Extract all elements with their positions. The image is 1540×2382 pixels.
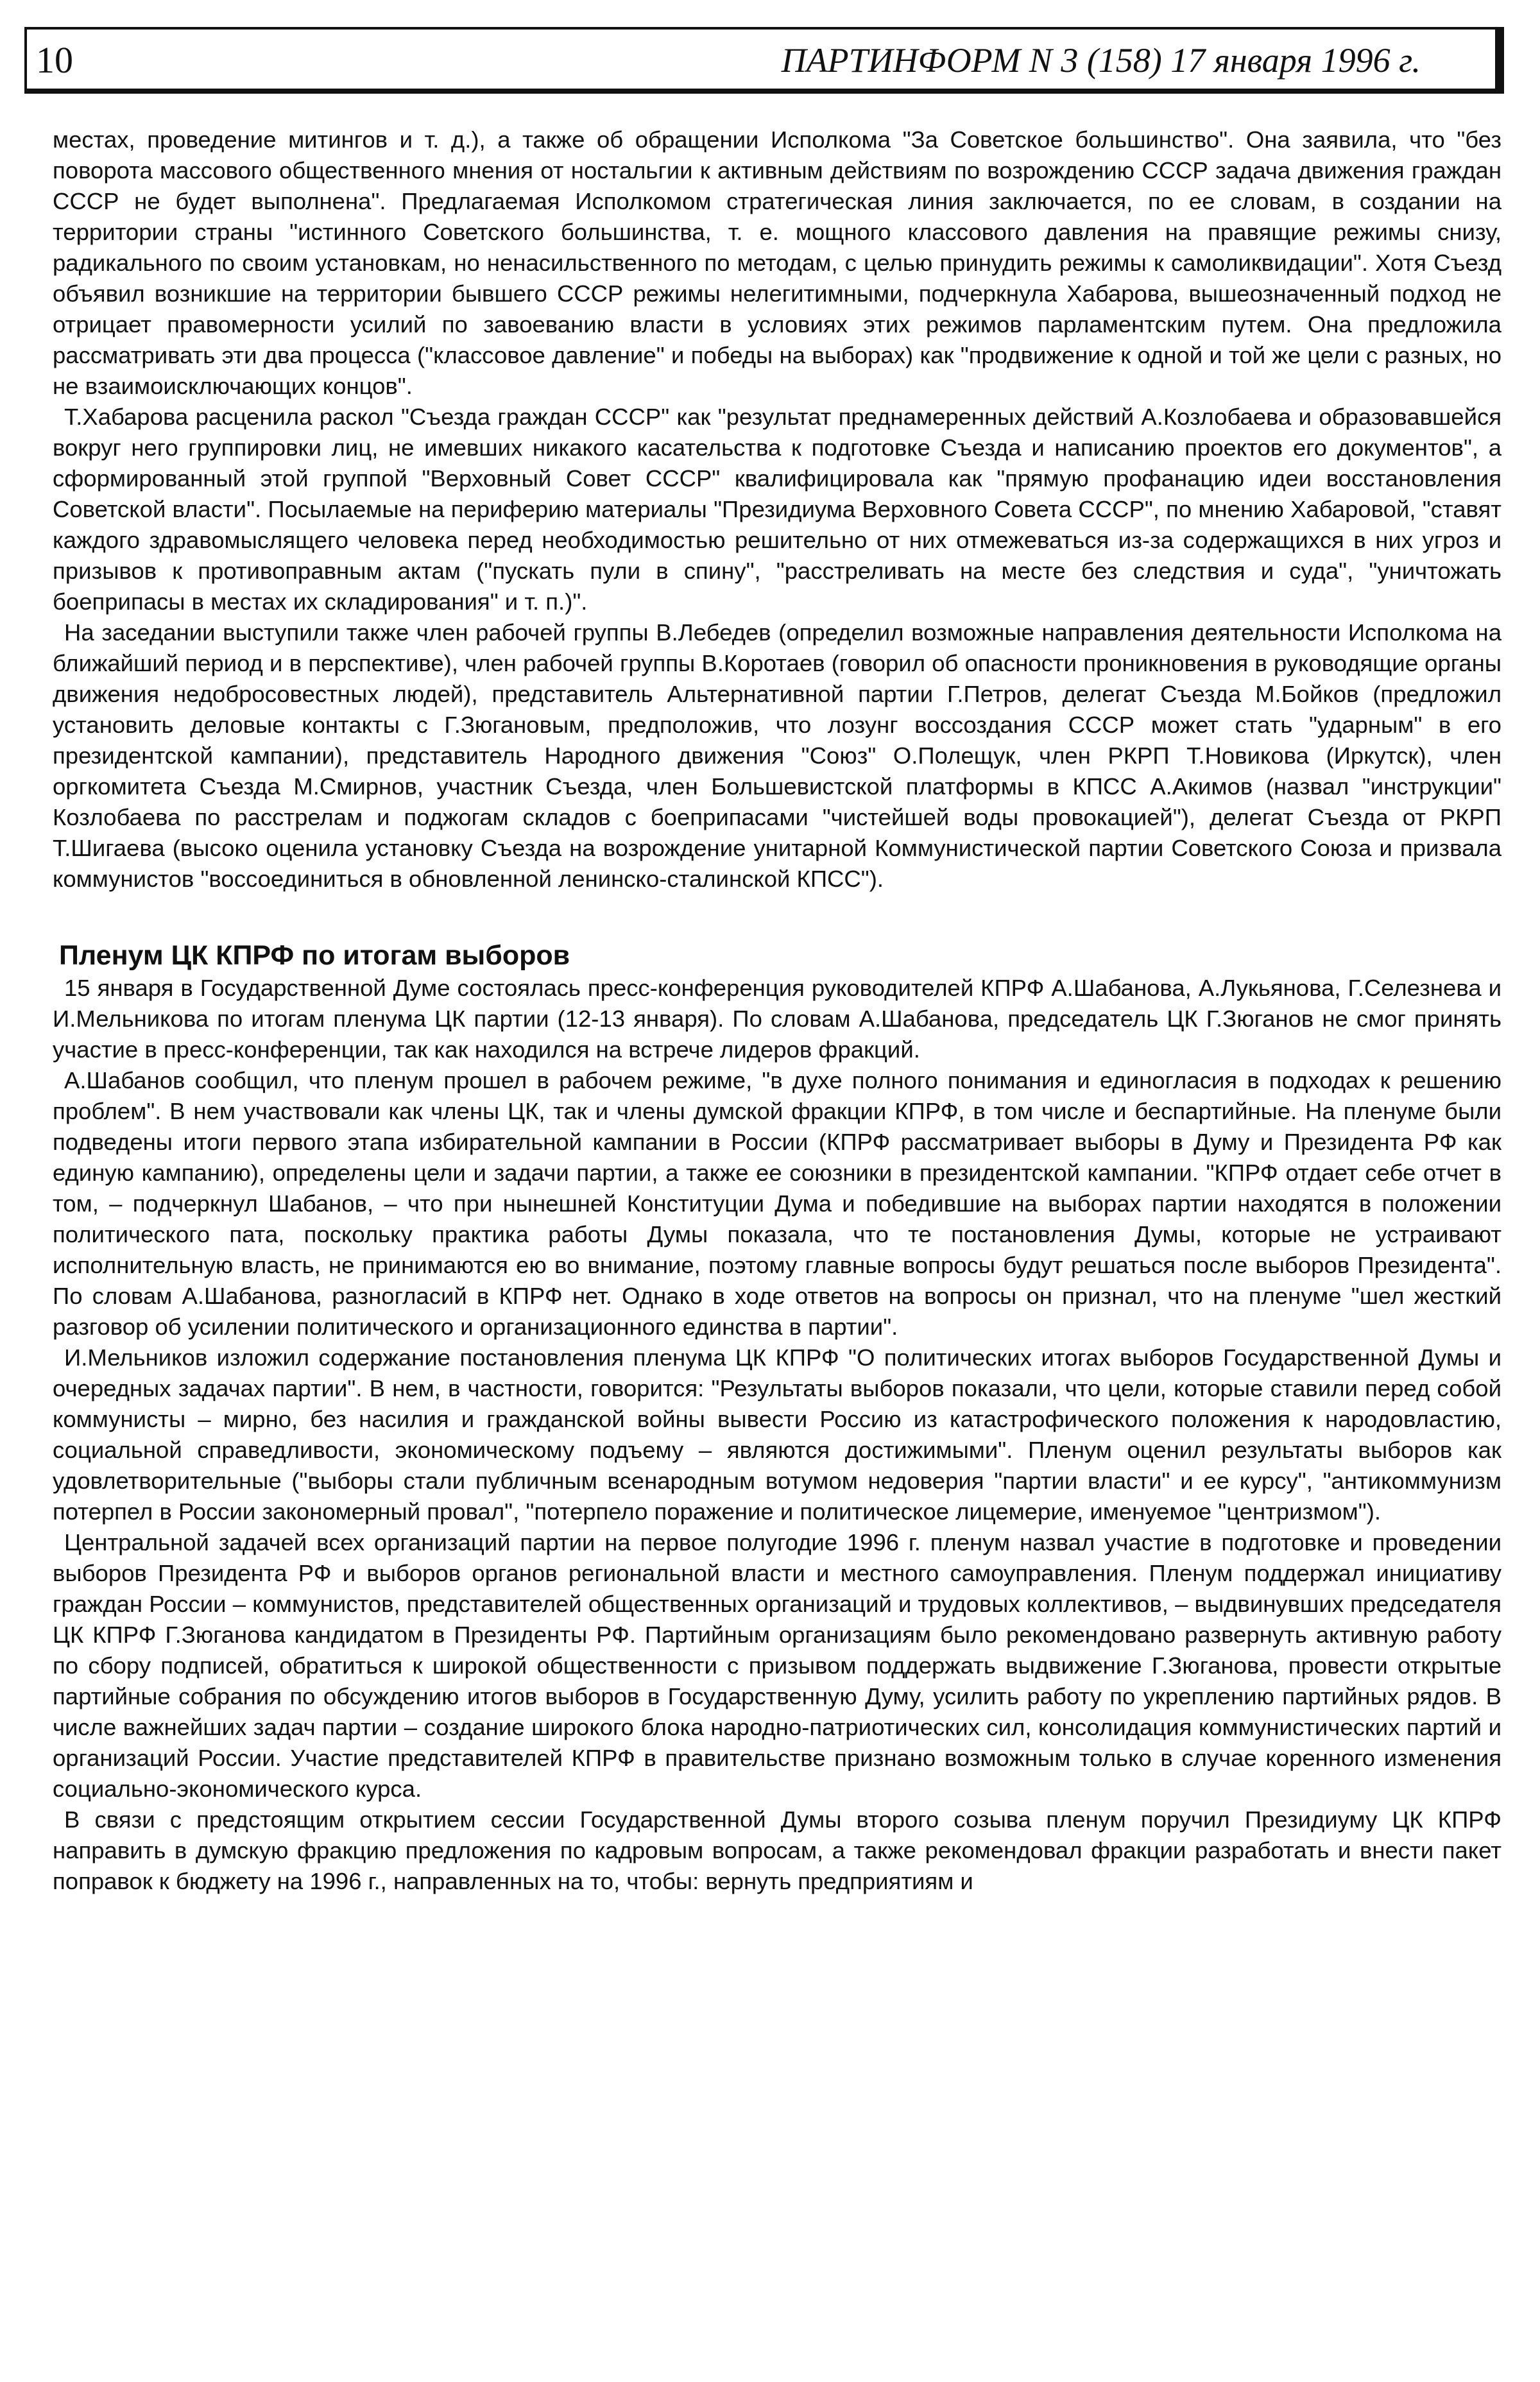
paragraph-press-conference: 15 января в Государственной Думе состоялась пресс-конференция руководителей КПРФ А.Шабанова, А.Лукьянова, Г.Селезнева и И.Мельникова по итогам пленума ЦК партии (12-13 января). По словам А.Шабанова, председатель ЦК Г.Зюганов не смог принять участие в пресс-конференции, так как находился на встрече лидеров фракций. bbox=[53, 975, 1502, 1063]
paragraph-central-task: Центральной задачей всех организаций партии на первое полугодие 1996 г. пленум назвал участие в подготовке и проведении выборов Президента РФ и выборов органов региональной власти и местного самоуправления. Пленум поддержал инициативу граждан России – коммунистов, представителей общественных организаций и трудовых коллективов, – выдвинувших председателя ЦК КПРФ Г.Зюганова кандидатом в Президенты РФ. Партийным организациям было рекомендовано развернуть активную работу по сбору подписей, обратиться к широкой общественности с призывом поддержать выдвижение Г.Зюганова, провести открытые партийные собрания по обсуждению итогов выборов в Государственную Думу, усилить работу по укреплению партийных рядов. В числе важнейших задач партии – создание широкого блока народно-патриотических сил, консолидация коммунистических партий и организаций России. Участие представителей КПРФ в правительстве признано возможным только в случае коренного изменения социально-экономического курса. bbox=[53, 1529, 1502, 1802]
running-title: ПАРТИНФОРМ N 3 (158) 17 января 1996 г. bbox=[781, 41, 1421, 80]
paragraph-shabanov: А.Шабанов сообщил, что пленум прошел в рабочем режиме, "в духе полного понимания и единогласия в подходах к решению проблем". В нем участвовали как члены ЦК, так и члены думской фракции КПРФ, в том числе и беспартийные. На пленуме были подведены итоги первого этапа избирательной кампании в России (КПРФ рассматривает выборы в Думу и Президента РФ как единую кампанию), определены цели и задачи партии, а также ее союзники в президентской кампании. "КПРФ отдает себе отчет в том, – подчеркнул Шабанов, – что при нынешней Конституции Дума и победившие на выборах партии находятся в положении политического пата, поскольку практика работы Думы показала, что те постановления Думы, которые не устраивают исполнительную власть, не принимаются ею во внимание, поэтому главные вопросы будут решаться после выборов Президента". По словам А.Шабанова, разногласий в КПРФ нет. Однако в ходе ответов на вопросы он признал, что на пленуме "шел жесткий разговор об усилении политического и организационного единства в партии". bbox=[53, 1067, 1502, 1340]
paragraph-duma-session: В связи с предстоящим открытием сессии Государственной Думы второго созыва пленум поручил Президиуму ЦК КПРФ направить в думскую фракцию предложения по кадровым вопросам, а также рекомендовал фракции разработать и внести пакет поправок к бюджету на 1996 г., направленных на то, чтобы: вернуть предприятиям и bbox=[53, 1806, 1502, 1894]
page-number: 10 bbox=[36, 39, 73, 81]
paragraph-khabarova-split: Т.Хабарова расценила раскол "Съезда граждан СССР" как "результат преднамеренных действий А.Козлобаева и образовавшейся вокруг него группировки лиц, не имевших никакого касательства к подготовке Съезда и написанию проектов его документов", а сформированный этой группой "Верховный Совет СССР" квалифицировала как "прямую профанацию идеи восстановления Советской власти". Посылаемые на периферию материалы "Президиума Верховного Совета СССР", по мнению Хабаровой, "ставят каждого здравомыслящего человека перед необходимостью решительно от них отмежеваться из-за содержащихся в них угроз и призывов к противоправным актам ("пускать пули в спину", "расстреливать на месте без следствия и суда", "уничтожать боеприпасы в местах их складирования" и т. п.)". bbox=[53, 404, 1502, 615]
section-heading: Пленум ЦК КПРФ по итогам выборов bbox=[59, 940, 570, 971]
paragraph-continuation: местах, проведение митингов и т. д.), а также об обращении Исполкома "За Советское большинство". Она заявила, что "без поворота массового общественного мнения от ностальгии к активным действиям по возрождению СССР задача движения граждан СССР не будет выполнена". Предлагаемая Исполкомом стратегическая линия заключается, по ее словам, в создании на территории страны "истинного Советского большинства, т. е. мощного классового давления на правящие режимы снизу, радикального по своим установкам, но ненасильственного по методам, с целью принудить режимы к самоликвидации". Хотя Съезд объявил возникшие на территории бывшего СССР режимы нелегитимными, подчеркнула Хабарова, вышеозначенный подход не отрицает правомерности усилий по завоеванию власти в условиях этих режимов парламентским путем. Она предложила рассматривать эти два процесса ("классовое давление" и победы на выборах) как "продвижение к одной и той же цели с разных, но не взаимоисключающих концов". bbox=[53, 126, 1502, 399]
paragraph-meeting-speakers: На заседании выступили также член рабочей группы В.Лебедев (определил возможные направления деятельности Исполкома на ближайший период и в перспективе), член рабочей группы В.Коротаев (говорил об опасности проникновения в руководящие органы движения недобросовестных людей), представитель Альтернативной партии Г.Петров, делегат Съезда М.Бойков (предложил установить деловые контакты с Г.Зюгановым, предположив, что лозунг воссоздания СССР может стать "ударным" в его президентской кампании), представитель Народного движения "Союз" О.Полещук, член РКРП Т.Новикова (Иркутск), член оргкомитета Съезда М.Смирнов, участник Съезда, член Большевистской платформы в КПСС А.Акимов (назвал "инструкции" Козлобаева по расстрелам и поджогам складов с боеприпасами "чистейшей воды провокацией"), делегат Съезда от РКРП Т.Шигаева (высоко оценила установку Съезда на возрождение унитарной Коммунистической партии Советского Союза и призвала коммунистов "воссоединиться в обновленной ленинско-сталинской КПСС"). bbox=[53, 619, 1502, 892]
article-body bbox=[53, 124, 1502, 1897]
page-header bbox=[24, 27, 1504, 94]
paragraph-melnikov: И.Мельников изложил содержание постановления пленума ЦК КПРФ "О политических итогах выборов Государственной Думы и очередных задачах партии". В нем, в частности, говорится: "Результаты выборов показали, что цели, которые ставили перед собой коммунисты – мирно, без насилия и гражданской войны вывести Россию из катастрофического положения к народовластию, социальной справедливости, экономическому подъему – являются достижимыми". Пленум оценил результаты выборов как удовлетворительные ("выборы стали публичным всенародным вотумом недоверия "партии власти" и ее курсу", "антикоммунизм потерпел в России закономерный провал", "потерпело поражение и политическое лицемерие, именуемое "центризмом"). bbox=[53, 1344, 1502, 1525]
